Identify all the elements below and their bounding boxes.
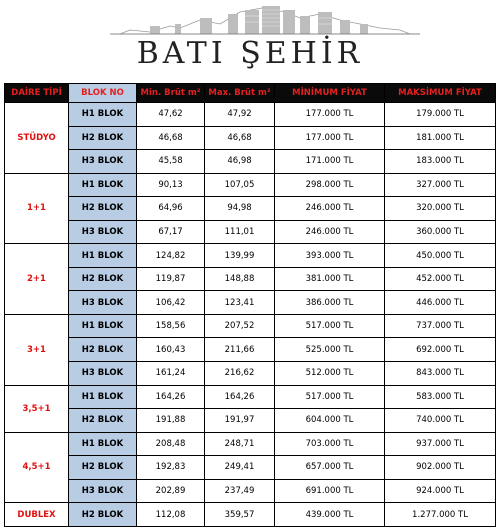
min-price-cell: 512.000 TL xyxy=(275,362,385,386)
max-price-cell: 446.000 TL xyxy=(385,291,496,315)
min-price-cell: 386.000 TL xyxy=(275,291,385,315)
blok-no-cell: H1 BLOK xyxy=(69,314,137,338)
table-row xyxy=(5,432,496,456)
max-price-cell: 183.000 TL xyxy=(385,150,496,174)
min-area-cell: 90,13 xyxy=(137,173,205,197)
price-table xyxy=(4,83,496,527)
max-price-cell: 583.000 TL xyxy=(385,385,496,409)
blok-no-cell: H2 BLOK xyxy=(69,456,137,480)
table-row xyxy=(5,338,496,362)
min-price-cell: 657.000 TL xyxy=(275,456,385,480)
max-area-cell: 46,68 xyxy=(205,126,275,150)
table-row xyxy=(5,150,496,174)
max-area-cell: 47,92 xyxy=(205,103,275,127)
min-area-cell: 161,24 xyxy=(137,362,205,386)
min-price-cell: 246.000 TL xyxy=(275,220,385,244)
max-area-cell: 211,66 xyxy=(205,338,275,362)
blok-no-cell: H1 BLOK xyxy=(69,244,137,268)
brand-logo xyxy=(0,0,500,80)
min-price-cell: 298.000 TL xyxy=(275,173,385,197)
header-min-area: Min. Brüt m² xyxy=(137,84,205,103)
max-price-cell: 1.277.000 TL xyxy=(385,503,496,527)
min-price-cell: 177.000 TL xyxy=(275,103,385,127)
daire-tipi-cell: 2+1 xyxy=(5,244,69,315)
max-area-cell: 248,71 xyxy=(205,432,275,456)
max-price-cell: 902.000 TL xyxy=(385,456,496,480)
min-area-cell: 119,87 xyxy=(137,267,205,291)
max-price-cell: 327.000 TL xyxy=(385,173,496,197)
max-price-cell: 740.000 TL xyxy=(385,409,496,433)
table-row xyxy=(5,362,496,386)
blok-no-cell: H3 BLOK xyxy=(69,362,137,386)
min-area-cell: 64,96 xyxy=(137,197,205,221)
table-header-row xyxy=(5,84,496,103)
max-price-cell: 360.000 TL xyxy=(385,220,496,244)
blok-no-cell: H2 BLOK xyxy=(69,267,137,291)
table-row xyxy=(5,479,496,503)
min-price-cell: 517.000 TL xyxy=(275,314,385,338)
table-row xyxy=(5,456,496,480)
table-row xyxy=(5,197,496,221)
max-price-cell: 843.000 TL xyxy=(385,362,496,386)
max-price-cell: 450.000 TL xyxy=(385,244,496,268)
blok-no-cell: H2 BLOK xyxy=(69,503,137,527)
table-row xyxy=(5,385,496,409)
min-price-cell: 393.000 TL xyxy=(275,244,385,268)
blok-no-cell: H2 BLOK xyxy=(69,126,137,150)
table-row xyxy=(5,220,496,244)
table-body xyxy=(5,103,496,527)
min-area-cell: 191,88 xyxy=(137,409,205,433)
max-price-cell: 452.000 TL xyxy=(385,267,496,291)
min-area-cell: 158,56 xyxy=(137,314,205,338)
table-row xyxy=(5,409,496,433)
min-price-cell: 439.000 TL xyxy=(275,503,385,527)
max-area-cell: 191,97 xyxy=(205,409,275,433)
daire-tipi-cell: 4,5+1 xyxy=(5,432,69,503)
table-row xyxy=(5,267,496,291)
min-area-cell: 46,68 xyxy=(137,126,205,150)
min-price-cell: 381.000 TL xyxy=(275,267,385,291)
max-area-cell: 94,98 xyxy=(205,197,275,221)
blok-no-cell: H1 BLOK xyxy=(69,432,137,456)
daire-tipi-cell: 1+1 xyxy=(5,173,69,244)
min-price-cell: 246.000 TL xyxy=(275,197,385,221)
min-area-cell: 202,89 xyxy=(137,479,205,503)
header-blok-no: BLOK NO xyxy=(69,84,137,103)
table-row xyxy=(5,103,496,127)
max-area-cell: 164,26 xyxy=(205,385,275,409)
max-area-cell: 359,57 xyxy=(205,503,275,527)
max-price-cell: 181.000 TL xyxy=(385,126,496,150)
table-row xyxy=(5,291,496,315)
min-area-cell: 67,17 xyxy=(137,220,205,244)
header-max-area: Max. Brüt m² xyxy=(205,84,275,103)
min-area-cell: 164,26 xyxy=(137,385,205,409)
table-row xyxy=(5,314,496,338)
daire-tipi-cell: 3+1 xyxy=(5,314,69,385)
min-price-cell: 703.000 TL xyxy=(275,432,385,456)
blok-no-cell: H3 BLOK xyxy=(69,220,137,244)
blok-no-cell: H2 BLOK xyxy=(69,409,137,433)
max-area-cell: 111,01 xyxy=(205,220,275,244)
max-area-cell: 207,52 xyxy=(205,314,275,338)
table-row xyxy=(5,173,496,197)
max-area-cell: 107,05 xyxy=(205,173,275,197)
header-min-price: MİNİMUM FİYAT xyxy=(275,84,385,103)
min-area-cell: 106,42 xyxy=(137,291,205,315)
min-area-cell: 208,48 xyxy=(137,432,205,456)
min-price-cell: 177.000 TL xyxy=(275,126,385,150)
header-max-price: MAKSİMUM FİYAT xyxy=(385,84,496,103)
table-row xyxy=(5,503,496,527)
min-price-cell: 525.000 TL xyxy=(275,338,385,362)
daire-tipi-cell: STÜDYO xyxy=(5,103,69,174)
max-area-cell: 148,88 xyxy=(205,267,275,291)
max-area-cell: 216,62 xyxy=(205,362,275,386)
blok-no-cell: H1 BLOK xyxy=(69,385,137,409)
table-row xyxy=(5,126,496,150)
min-area-cell: 45,58 xyxy=(137,150,205,174)
max-price-cell: 179.000 TL xyxy=(385,103,496,127)
header-daire-tipi: DAİRE TİPİ xyxy=(5,84,69,103)
max-price-cell: 924.000 TL xyxy=(385,479,496,503)
blok-no-cell: H1 BLOK xyxy=(69,103,137,127)
min-price-cell: 604.000 TL xyxy=(275,409,385,433)
max-area-cell: 139,99 xyxy=(205,244,275,268)
max-area-cell: 46,98 xyxy=(205,150,275,174)
min-area-cell: 124,82 xyxy=(137,244,205,268)
daire-tipi-cell: DUBLEX xyxy=(5,503,69,527)
min-area-cell: 160,43 xyxy=(137,338,205,362)
min-price-cell: 691.000 TL xyxy=(275,479,385,503)
min-area-cell: 47,62 xyxy=(137,103,205,127)
max-price-cell: 692.000 TL xyxy=(385,338,496,362)
min-price-cell: 171.000 TL xyxy=(275,150,385,174)
min-area-cell: 112,08 xyxy=(137,503,205,527)
blok-no-cell: H2 BLOK xyxy=(69,197,137,221)
table-row xyxy=(5,244,496,268)
min-area-cell: 192,83 xyxy=(137,456,205,480)
blok-no-cell: H3 BLOK xyxy=(69,150,137,174)
daire-tipi-cell: 3,5+1 xyxy=(5,385,69,432)
min-price-cell: 517.000 TL xyxy=(275,385,385,409)
blok-no-cell: H3 BLOK xyxy=(69,479,137,503)
blok-no-cell: H2 BLOK xyxy=(69,338,137,362)
blok-no-cell: H3 BLOK xyxy=(69,291,137,315)
brand-name: BATI ŞEHİR xyxy=(136,36,364,71)
max-area-cell: 249,41 xyxy=(205,456,275,480)
max-price-cell: 937.000 TL xyxy=(385,432,496,456)
blok-no-cell: H1 BLOK xyxy=(69,173,137,197)
max-area-cell: 123,41 xyxy=(205,291,275,315)
max-price-cell: 737.000 TL xyxy=(385,314,496,338)
max-area-cell: 237,49 xyxy=(205,479,275,503)
max-price-cell: 320.000 TL xyxy=(385,197,496,221)
